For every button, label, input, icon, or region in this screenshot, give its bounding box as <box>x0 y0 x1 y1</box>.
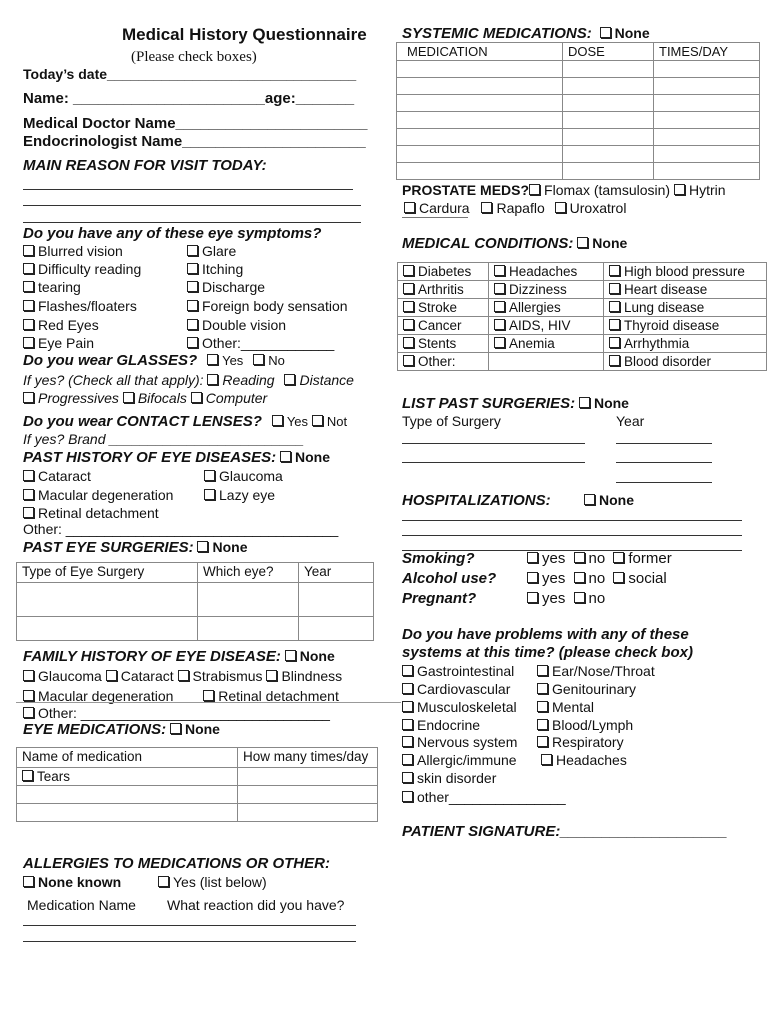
checkbox[interactable] <box>158 876 169 887</box>
contacts-brand-field[interactable]: If yes? Brand _________________________ <box>23 431 305 447</box>
condition-stroke[interactable]: Stroke <box>398 299 489 317</box>
family-history-none[interactable]: None <box>299 648 335 664</box>
checkbox[interactable] <box>494 265 505 276</box>
prostate-label: PROSTATE MEDS? <box>402 182 530 198</box>
condition-high-bp[interactable]: High blood pressure <box>604 263 767 281</box>
pregnant-no[interactable]: no <box>588 590 606 607</box>
glasses-computer[interactable]: Computer <box>205 390 268 406</box>
hosp-line-2[interactable] <box>402 535 742 536</box>
checkbox[interactable] <box>609 337 620 348</box>
prostate-row-2 <box>404 200 626 216</box>
family-blindness[interactable]: Blindness <box>281 668 343 684</box>
table-row[interactable] <box>397 61 760 78</box>
checkbox[interactable] <box>537 665 548 676</box>
checkbox[interactable] <box>284 374 295 385</box>
condition-stents[interactable]: Stents <box>398 335 489 353</box>
system-other[interactable]: other_______________ <box>402 789 566 805</box>
reason-line-1[interactable] <box>23 189 353 190</box>
system-genitourinary[interactable]: Genitourinary <box>537 681 636 697</box>
glasses-distance[interactable]: Distance <box>299 372 354 388</box>
surgery-type-line[interactable] <box>402 443 585 444</box>
smoking-options <box>527 550 672 567</box>
past-surgeries-none[interactable]: None <box>593 395 629 411</box>
checkbox[interactable] <box>23 489 34 500</box>
condition-lung-disease[interactable]: Lung disease <box>604 299 767 317</box>
condition-anemia[interactable]: Anemia <box>489 335 604 353</box>
checkbox[interactable] <box>494 337 505 348</box>
checkbox[interactable] <box>403 301 414 312</box>
disease-other-field[interactable]: Other: ___________________________________ <box>23 521 339 537</box>
symptom-itching[interactable]: Itching <box>187 261 243 277</box>
table-header: DOSE <box>563 43 654 61</box>
checkbox[interactable] <box>403 337 414 348</box>
conditions-table <box>397 262 767 371</box>
eye-diseases-heading: PAST HISTORY OF EYE DISEASES: <box>23 449 277 466</box>
table-row[interactable] <box>17 804 378 822</box>
checkbox[interactable] <box>23 690 34 701</box>
checkbox[interactable] <box>609 355 620 366</box>
checkbox[interactable] <box>403 319 414 330</box>
checkbox[interactable] <box>187 263 198 274</box>
system-gastrointestinal[interactable]: Gastrointestinal <box>402 663 514 679</box>
condition-diabetes[interactable]: Diabetes <box>398 263 489 281</box>
symptom-foreign-body[interactable]: Foreign body sensation <box>187 298 348 314</box>
family-cataract[interactable]: Cataract <box>120 668 174 684</box>
table-header: Year <box>299 563 374 583</box>
symptom-double-vision[interactable]: Double vision <box>187 317 286 333</box>
checkbox[interactable] <box>574 592 585 603</box>
allergies-yes[interactable]: Yes (list below) <box>158 874 267 890</box>
table-row[interactable] <box>17 786 378 804</box>
table-header: How many times/day <box>238 748 378 768</box>
checkbox[interactable] <box>402 701 413 712</box>
family-strabismus[interactable]: Strabismus <box>192 668 263 684</box>
symptom-other[interactable]: Other:____________ <box>187 335 334 351</box>
eye-symptoms-heading: Do you have any of these eye symptoms? <box>23 225 322 242</box>
checkbox[interactable] <box>537 719 548 730</box>
checkbox[interactable] <box>23 470 34 481</box>
condition-heart-disease[interactable]: Heart disease <box>604 281 767 299</box>
symptom-tearing[interactable]: tearing <box>23 279 81 295</box>
table-row[interactable] <box>397 146 760 163</box>
surgery-year-line[interactable] <box>616 462 712 463</box>
table-row[interactable] <box>397 163 760 180</box>
alcohol-social[interactable]: social <box>628 570 667 587</box>
eye-surgeries-none[interactable]: None <box>212 539 248 555</box>
eye-surgeries-table <box>16 562 374 641</box>
checkbox[interactable] <box>203 690 214 701</box>
surgery-year-line[interactable] <box>616 443 712 444</box>
condition-headaches[interactable]: Headaches <box>489 263 604 281</box>
checkbox[interactable] <box>541 754 552 765</box>
allergies-reaction-label: What reaction did you have? <box>167 897 345 913</box>
checkbox[interactable] <box>197 541 208 552</box>
system-musculoskeletal[interactable]: Musculoskeletal <box>402 699 517 715</box>
table-row[interactable] <box>397 112 760 129</box>
conditions-heading-row <box>402 235 627 252</box>
allergies-heading: ALLERGIES TO MEDICATIONS OR OTHER: <box>23 855 330 872</box>
table-header: TIMES/DAY <box>654 43 760 61</box>
system-blood-lymph[interactable]: Blood/Lymph <box>537 717 633 733</box>
system-cardiovascular[interactable]: Cardiovascular <box>402 681 510 697</box>
checkbox[interactable] <box>187 319 198 330</box>
checkbox[interactable] <box>187 300 198 311</box>
checkbox[interactable] <box>187 337 198 348</box>
systems-heading-2: systems at this time? (please check box) <box>402 644 693 661</box>
glasses-no[interactable]: No <box>268 353 285 368</box>
checkbox[interactable] <box>106 670 117 681</box>
checkbox[interactable] <box>537 736 548 747</box>
prostate-uroxatrol[interactable]: Uroxatrol <box>569 200 627 216</box>
contacts-row <box>23 413 347 430</box>
checkbox[interactable] <box>577 237 588 248</box>
checkbox[interactable] <box>403 265 414 276</box>
checkbox[interactable] <box>574 552 585 563</box>
table-row[interactable] <box>397 78 760 95</box>
alcohol-no[interactable]: no <box>588 570 606 587</box>
checkbox[interactable] <box>207 354 218 365</box>
checkbox[interactable] <box>253 354 264 365</box>
systems-heading-1: Do you have problems with any of these <box>402 626 689 643</box>
checkbox[interactable] <box>609 301 620 312</box>
hospitalizations-heading: HOSPITALIZATIONS: <box>402 492 551 509</box>
divider <box>16 702 401 703</box>
hospitalizations-none[interactable]: None <box>584 492 634 508</box>
glasses-bifocals[interactable]: Bifocals <box>137 390 187 406</box>
checkbox[interactable] <box>23 670 34 681</box>
checkbox[interactable] <box>272 415 283 426</box>
system-nervous[interactable]: Nervous system <box>402 734 517 750</box>
smoking-former[interactable]: former <box>628 550 672 567</box>
glasses-row <box>23 352 285 369</box>
pregnant-label: Pregnant? <box>402 590 477 607</box>
table-header: Name of medication <box>17 748 238 768</box>
checkbox[interactable] <box>579 397 590 408</box>
checkbox[interactable] <box>402 791 413 802</box>
condition-dizziness[interactable]: Dizziness <box>489 281 604 299</box>
checkbox[interactable] <box>613 572 624 583</box>
condition-other[interactable]: Other: <box>398 353 489 371</box>
checkbox[interactable] <box>494 319 505 330</box>
symptom-difficulty-reading[interactable]: Difficulty reading <box>23 261 141 277</box>
glasses-type-row <box>23 372 354 388</box>
underline <box>402 217 468 218</box>
checkbox[interactable] <box>178 670 189 681</box>
checkbox[interactable] <box>23 245 34 256</box>
checkbox[interactable] <box>22 770 33 781</box>
eye-meds-none[interactable]: None <box>184 721 220 737</box>
prostate-hytrin[interactable]: Hytrin <box>688 182 726 198</box>
main-reason-heading: MAIN REASON FOR VISIT TODAY: <box>23 157 267 174</box>
system-skin[interactable]: skin disorder <box>402 770 496 786</box>
disease-macular[interactable]: Macular degeneration <box>23 487 173 503</box>
condition-arrhythmia[interactable]: Arrhythmia <box>604 335 767 353</box>
family-history-heading-row <box>23 648 335 665</box>
alcohol-options <box>527 570 667 587</box>
table-row[interactable] <box>397 95 760 112</box>
checkbox[interactable] <box>280 451 291 462</box>
surgery-type-label: Type of Surgery <box>402 413 501 429</box>
table-header: Type of Eye Surgery <box>17 563 198 583</box>
checkbox[interactable] <box>187 281 198 292</box>
glasses-reading[interactable]: Reading <box>222 372 275 388</box>
symptom-eye-pain[interactable]: Eye Pain <box>23 335 94 351</box>
medical-doctor-field[interactable]: Medical Doctor Name_______________________ <box>23 115 368 132</box>
symptom-red-eyes[interactable]: Red Eyes <box>23 317 99 333</box>
table-row[interactable] <box>17 768 378 786</box>
allergies-med-name-label: Medication Name <box>27 897 136 913</box>
checkbox[interactable] <box>600 27 611 38</box>
table-row[interactable] <box>17 583 374 617</box>
allergies-none-known[interactable]: None known <box>23 874 121 890</box>
checkbox[interactable] <box>402 772 413 783</box>
prostate-row-1 <box>402 182 726 198</box>
symptom-discharge[interactable]: Discharge <box>187 279 265 295</box>
checkbox[interactable] <box>527 572 538 583</box>
family-row-1 <box>23 668 342 684</box>
checkbox[interactable] <box>204 489 215 500</box>
smoking-yes[interactable]: yes <box>542 550 566 567</box>
checkbox[interactable] <box>170 723 181 734</box>
systemic-meds-heading: SYSTEMIC MEDICATIONS: <box>402 25 592 42</box>
checkbox[interactable] <box>402 683 413 694</box>
checkbox[interactable] <box>23 263 34 274</box>
checkbox[interactable] <box>609 265 620 276</box>
checkbox[interactable] <box>266 670 277 681</box>
form-title: Medical History Questionnaire <box>122 25 367 44</box>
past-surgeries-heading: LIST PAST SURGERIES: <box>402 395 576 412</box>
reason-line-2[interactable] <box>23 205 361 206</box>
checkbox[interactable] <box>23 337 34 348</box>
symptom-glare[interactable]: Glare <box>187 243 236 259</box>
glasses-progressives[interactable]: Progressives <box>38 390 119 406</box>
table-row[interactable] <box>397 129 760 146</box>
allergy-line-1[interactable] <box>23 925 356 926</box>
checkbox[interactable] <box>574 572 585 583</box>
eye-surgeries-heading-row <box>23 539 247 556</box>
alcohol-label: Alcohol use? <box>402 570 497 587</box>
checkbox[interactable] <box>674 184 685 195</box>
checkbox[interactable] <box>23 319 34 330</box>
checkbox[interactable] <box>527 552 538 563</box>
alcohol-yes[interactable]: yes <box>542 570 566 587</box>
contacts-yes[interactable]: Yes <box>286 414 309 429</box>
conditions-none[interactable]: None <box>592 235 628 251</box>
disease-cataract[interactable]: Cataract <box>23 468 91 484</box>
pregnant-options <box>527 590 605 607</box>
checkbox[interactable] <box>191 392 202 403</box>
symptom-blurred-vision[interactable]: Blurred vision <box>23 243 123 259</box>
condition-thyroid[interactable]: Thyroid disease <box>604 317 767 335</box>
checkbox[interactable] <box>23 876 34 887</box>
checkbox[interactable] <box>23 507 34 518</box>
pregnant-yes[interactable]: yes <box>542 590 566 607</box>
checkbox[interactable] <box>613 552 624 563</box>
eye-surgeries-heading: PAST EYE SURGERIES: <box>23 539 194 556</box>
glasses-if-yes: If yes? (Check all that apply): <box>23 372 204 388</box>
checkbox[interactable] <box>207 374 218 385</box>
condition-arthritis[interactable]: Arthritis <box>398 281 489 299</box>
family-other[interactable]: Other: ________________________________ <box>23 705 330 721</box>
checkbox[interactable] <box>187 245 198 256</box>
checkbox[interactable] <box>23 281 34 292</box>
checkbox[interactable] <box>123 392 134 403</box>
glasses-yes[interactable]: Yes <box>222 353 244 368</box>
disease-lazy-eye[interactable]: Lazy eye <box>204 487 275 503</box>
family-glaucoma[interactable]: Glaucoma <box>38 668 102 684</box>
disease-retinal[interactable]: Retinal detachment <box>23 505 159 521</box>
prostate-rapaflo[interactable]: Rapaflo <box>496 200 545 216</box>
table-row[interactable] <box>17 617 374 641</box>
name-age-field[interactable]: Name: _______________________age:_______ <box>23 90 355 107</box>
prostate-cardura[interactable]: Cardura <box>419 200 470 216</box>
system-ent[interactable]: Ear/Nose/Throat <box>537 663 655 679</box>
surgery-year-line[interactable] <box>616 482 712 483</box>
checkbox[interactable] <box>481 202 492 213</box>
surgery-type-line[interactable] <box>402 462 585 463</box>
endocrinologist-field[interactable]: Endocrinologist Name______________________ <box>23 133 366 150</box>
systemic-meds-none[interactable]: None <box>614 25 650 41</box>
checkbox[interactable] <box>402 665 413 676</box>
family-macular[interactable]: Macular degeneration <box>38 688 174 704</box>
hosp-line-1[interactable] <box>402 520 742 521</box>
table-cell <box>489 353 604 371</box>
eye-diseases-heading-row <box>23 449 330 466</box>
condition-blood-disorder[interactable]: Blood disorder <box>604 353 767 371</box>
checkbox[interactable] <box>23 707 34 718</box>
checkbox[interactable] <box>403 355 414 366</box>
contacts-not[interactable]: Not <box>326 414 348 429</box>
condition-cancer[interactable]: Cancer <box>398 317 489 335</box>
eye-diseases-none[interactable]: None <box>295 449 331 465</box>
conditions-heading: MEDICAL CONDITIONS: <box>402 235 574 252</box>
disease-glaucoma[interactable]: Glaucoma <box>204 468 283 484</box>
checkbox[interactable] <box>537 701 548 712</box>
condition-aids-hiv[interactable]: AIDS, HIV <box>489 317 604 335</box>
family-retinal[interactable]: Retinal detachment <box>218 688 339 704</box>
systemic-meds-table <box>396 42 760 180</box>
checkbox[interactable] <box>529 184 540 195</box>
checkbox[interactable] <box>402 754 413 765</box>
checkbox[interactable] <box>312 415 323 426</box>
smoking-no[interactable]: no <box>588 550 606 567</box>
eye-meds-table <box>16 747 378 822</box>
system-mental[interactable]: Mental <box>537 699 594 715</box>
smoking-label: Smoking? <box>402 550 475 567</box>
patient-signature-field[interactable]: PATIENT SIGNATURE:____________________ <box>402 823 728 840</box>
system-endocrine[interactable]: Endocrine <box>402 717 480 733</box>
checkbox[interactable] <box>494 301 505 312</box>
checkbox[interactable] <box>494 283 505 294</box>
checkbox[interactable] <box>609 319 620 330</box>
checkbox[interactable] <box>609 283 620 294</box>
contacts-question: Do you wear CONTACT LENSES? <box>23 413 262 430</box>
table-header: MEDICATION <box>397 43 563 61</box>
table-header: Which eye? <box>198 563 299 583</box>
checkbox[interactable] <box>527 592 538 603</box>
checkbox[interactable] <box>402 736 413 747</box>
system-allergic[interactable]: Allergic/immune <box>402 752 517 768</box>
checkbox[interactable] <box>204 470 215 481</box>
checkbox[interactable] <box>403 283 414 294</box>
system-headaches[interactable]: Headaches <box>541 752 627 768</box>
reason-line-3[interactable] <box>23 222 361 223</box>
checkbox[interactable] <box>404 202 415 213</box>
form-subtitle: (Please check boxes) <box>131 49 257 65</box>
symptom-flashes[interactable]: Flashes/floaters <box>23 298 137 314</box>
surgery-year-label: Year <box>616 413 645 429</box>
systemic-meds-heading-row <box>402 25 650 42</box>
tears-label: Tears <box>37 769 71 784</box>
todays-date-field[interactable]: Today’s date________________________________ <box>23 66 357 82</box>
past-surgeries-heading-row <box>402 395 629 412</box>
checkbox[interactable] <box>584 494 595 505</box>
system-respiratory[interactable]: Respiratory <box>537 734 624 750</box>
glasses-question: Do you wear GLASSES? <box>23 352 198 369</box>
condition-allergies[interactable]: Allergies <box>489 299 604 317</box>
eye-meds-heading: EYE MEDICATIONS: <box>23 721 167 738</box>
glasses-type-row-2 <box>23 390 267 406</box>
checkbox[interactable] <box>285 650 296 661</box>
checkbox[interactable] <box>23 392 34 403</box>
checkbox[interactable] <box>537 683 548 694</box>
checkbox[interactable] <box>23 300 34 311</box>
eye-meds-heading-row <box>23 721 220 738</box>
prostate-flomax[interactable]: Flomax (tamsulosin) <box>544 182 671 198</box>
checkbox[interactable] <box>402 719 413 730</box>
family-history-heading: FAMILY HISTORY OF EYE DISEASE: <box>23 648 281 665</box>
allergy-line-2[interactable] <box>23 941 356 942</box>
checkbox[interactable] <box>555 202 566 213</box>
